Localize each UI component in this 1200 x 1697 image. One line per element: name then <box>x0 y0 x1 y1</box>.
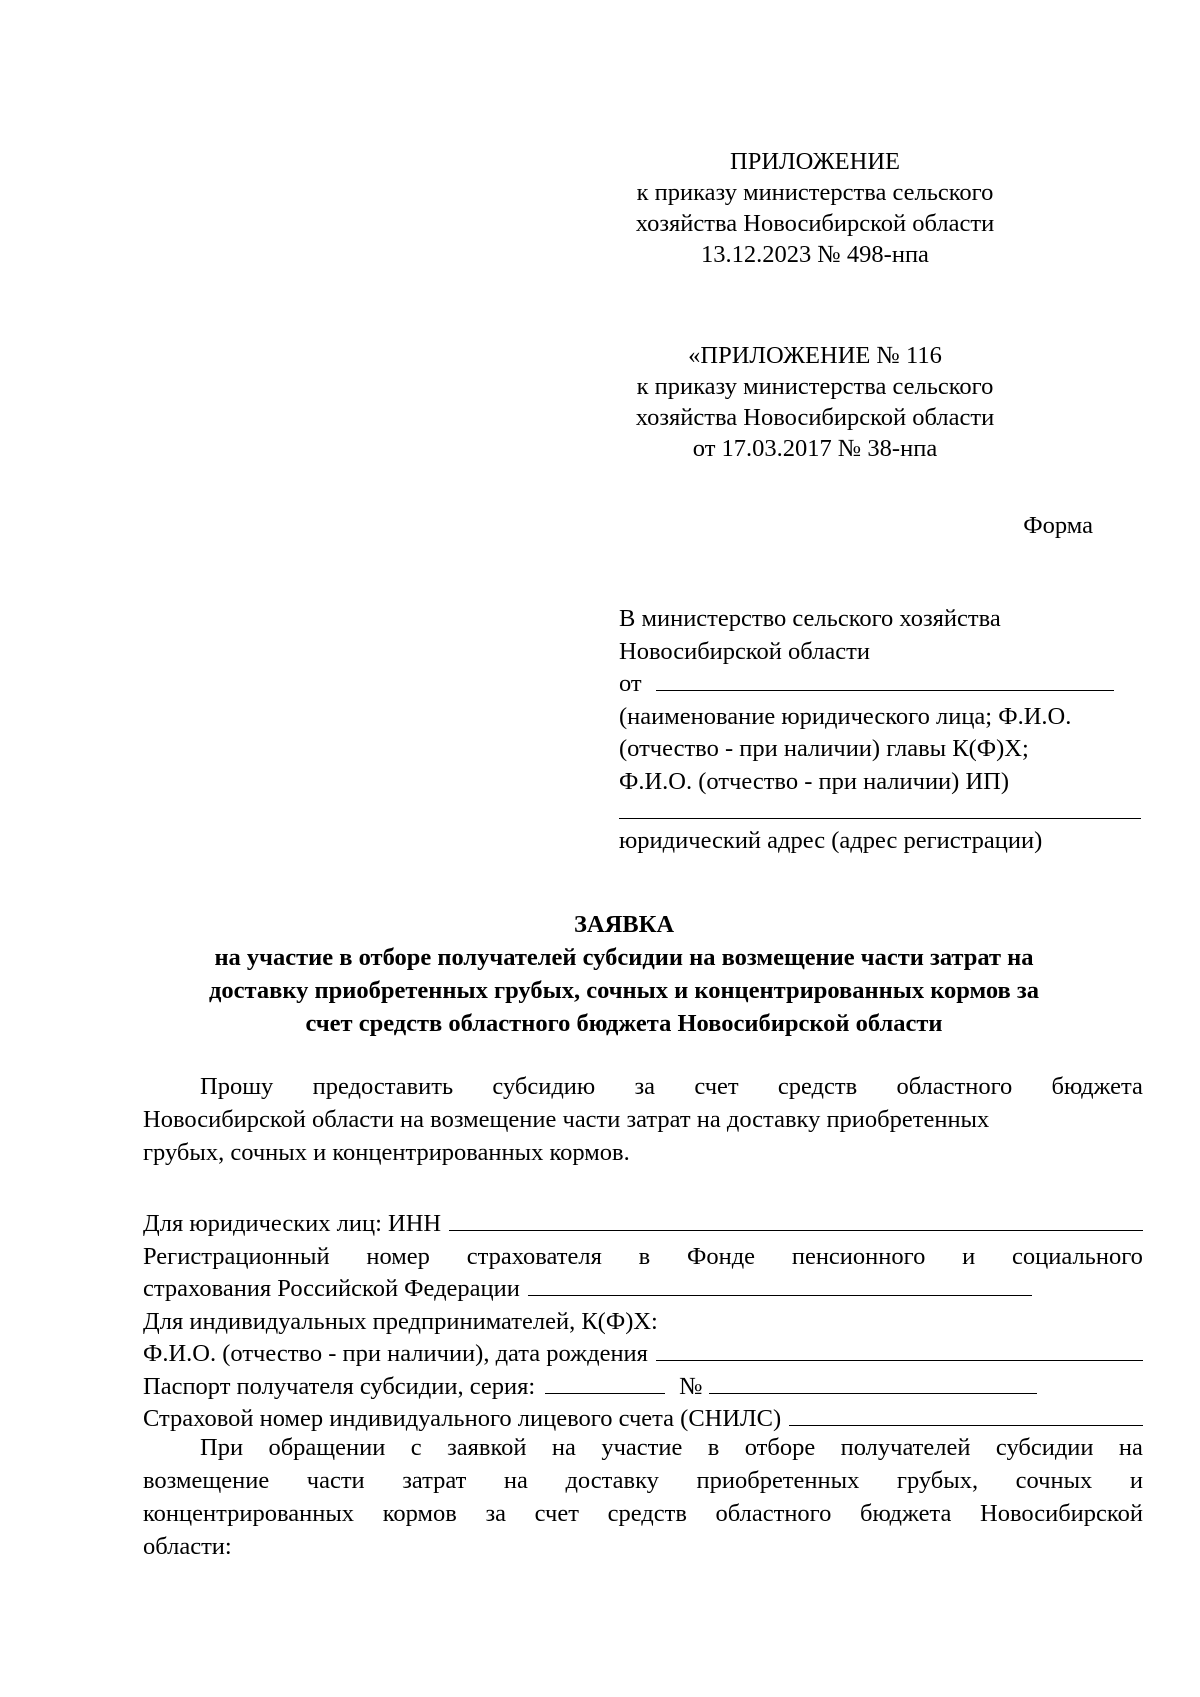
word: доставку <box>565 1467 659 1494</box>
word: на <box>551 1434 576 1461</box>
word: счет <box>694 1073 739 1100</box>
word: социального <box>1012 1242 1143 1270</box>
justified-line <box>143 1070 1143 1103</box>
word: обращении <box>268 1434 386 1461</box>
word: При <box>200 1434 244 1461</box>
reg-number-label: страхования Российской Федерации <box>143 1275 520 1302</box>
passport-row <box>143 1371 1143 1404</box>
appendix-header <box>620 146 1010 270</box>
inn-row <box>143 1208 1143 1241</box>
fio-row <box>143 1338 1143 1371</box>
title-heading: ЗАЯВКА <box>573 911 675 938</box>
word: и <box>1129 1467 1143 1494</box>
passport-label: Паспорт получателя субсидии, серия: <box>143 1372 536 1400</box>
word: участие <box>601 1434 683 1461</box>
snils-label: Страховой номер индивидуального лицевого счета (СНИЛС) <box>143 1405 782 1432</box>
fio-birthdate-field[interactable] <box>656 1338 1143 1361</box>
appendix-line: к приказу министерства сельского <box>636 179 994 206</box>
word: областного <box>715 1500 832 1527</box>
word: страхователя <box>466 1242 602 1270</box>
reg-number-row-2 <box>143 1273 1143 1306</box>
word: Новосибирской <box>980 1500 1143 1527</box>
word: за <box>634 1073 656 1100</box>
appendix-line: к приказу министерства сельского <box>636 373 994 400</box>
address-fill-line[interactable] <box>619 798 1141 819</box>
word: бюджета <box>1051 1073 1143 1100</box>
word: счет <box>534 1500 579 1527</box>
word: на <box>1118 1434 1143 1461</box>
word: заявкой <box>447 1434 527 1461</box>
appeal-paragraph <box>143 1431 1143 1563</box>
word: и <box>962 1242 976 1270</box>
word: получателей <box>840 1434 971 1461</box>
appendix-date-number: 13.12.2023 № 498-нпа <box>701 241 929 268</box>
address-hint: юридический адрес (адрес регистрации) <box>619 827 1043 854</box>
reg-number-row <box>143 1241 1143 1274</box>
addressee-line: В министерство сельского хозяйства <box>619 605 1001 632</box>
word: грубых, <box>896 1467 979 1494</box>
justified-line <box>143 1464 1143 1497</box>
word: кормов <box>382 1500 457 1527</box>
word: с <box>410 1434 422 1461</box>
ip-heading-row <box>143 1306 1143 1339</box>
title-line: счет средств областного бюджета Новосибирской области <box>305 1010 943 1037</box>
appendix-title: ПРИЛОЖЕНИЕ <box>730 148 900 175</box>
paragraph-line: Новосибирской области на возмещение части затрат на доставку приобретенных <box>143 1106 990 1133</box>
addressee-hint: (наименование юридического лица; Ф.И.О. <box>619 702 1072 730</box>
word: бюджета <box>860 1500 952 1527</box>
justified-line <box>143 1497 1143 1530</box>
applicant-fields <box>143 1208 1143 1436</box>
title-line: доставку приобретенных грубых, сочных и концентрированных кормов за <box>209 977 1039 1004</box>
appendix-date-number: от 17.03.2017 № 38-нпа <box>692 435 938 462</box>
inn-label: Для юридических лиц: ИНН <box>143 1210 442 1237</box>
title-line: на участие в отборе получателей субсидии на возмещение части затрат на <box>214 944 1034 971</box>
passport-series-field[interactable] <box>545 1371 665 1394</box>
word: Фонде <box>686 1242 756 1270</box>
word: сочных <box>1015 1467 1093 1494</box>
word: предоставить <box>312 1073 454 1100</box>
word: в <box>707 1434 720 1461</box>
paragraph-line: области: <box>143 1533 232 1560</box>
fio-label: Ф.И.О. (отчество - при наличии), дата рождения <box>143 1340 648 1367</box>
reg-number-field[interactable] <box>528 1273 1032 1296</box>
form-label: Форма <box>1023 512 1093 539</box>
inn-field[interactable] <box>449 1208 1143 1231</box>
word: пенсионного <box>791 1242 926 1270</box>
word: в <box>638 1242 651 1270</box>
snils-field[interactable] <box>789 1403 1143 1426</box>
addressee-hint: (отчество - при наличии) главы К(Ф)Х; <box>619 735 1029 762</box>
from-row <box>619 668 1139 701</box>
document-title <box>140 908 1108 1040</box>
request-paragraph <box>143 1070 1143 1169</box>
word: на <box>503 1467 528 1494</box>
appendix-line: хозяйства Новосибирской области <box>635 210 995 237</box>
word: отборе <box>744 1434 816 1461</box>
word: за <box>485 1500 507 1527</box>
word: средств <box>777 1073 858 1100</box>
appendix-title: «ПРИЛОЖЕНИЕ № 116 <box>688 342 942 369</box>
from-fill-line[interactable] <box>656 668 1114 691</box>
word: концентрированных <box>143 1500 355 1527</box>
word: приобретенных <box>696 1467 860 1494</box>
passport-number-field[interactable] <box>709 1371 1037 1394</box>
word: областного <box>896 1073 1013 1100</box>
word: средств <box>607 1500 687 1527</box>
addressee-hint: Ф.И.О. (отчество - при наличии) ИП) <box>619 767 1009 795</box>
from-label: от <box>619 670 642 697</box>
word: затрат <box>402 1467 467 1494</box>
appendix-header-original <box>620 340 1010 464</box>
addressee-line: Новосибирской области <box>619 637 870 665</box>
word: возмещение <box>143 1467 270 1494</box>
word: субсидии <box>995 1434 1094 1461</box>
passport-number-label: № <box>679 1372 703 1400</box>
word: субсидию <box>492 1073 596 1100</box>
ip-label: Для индивидуальных предпринимателей, К(Ф)Х: <box>143 1307 658 1335</box>
appendix-line: хозяйства Новосибирской области <box>635 404 995 431</box>
word: Регистрационный <box>143 1242 330 1270</box>
paragraph-line: грубых, сочных и концентрированных кормов. <box>143 1139 630 1166</box>
word: номер <box>366 1242 430 1270</box>
word: части <box>306 1467 365 1494</box>
word: Прошу <box>200 1073 274 1100</box>
addressee-block <box>619 603 1139 858</box>
justified-line <box>143 1431 1143 1464</box>
